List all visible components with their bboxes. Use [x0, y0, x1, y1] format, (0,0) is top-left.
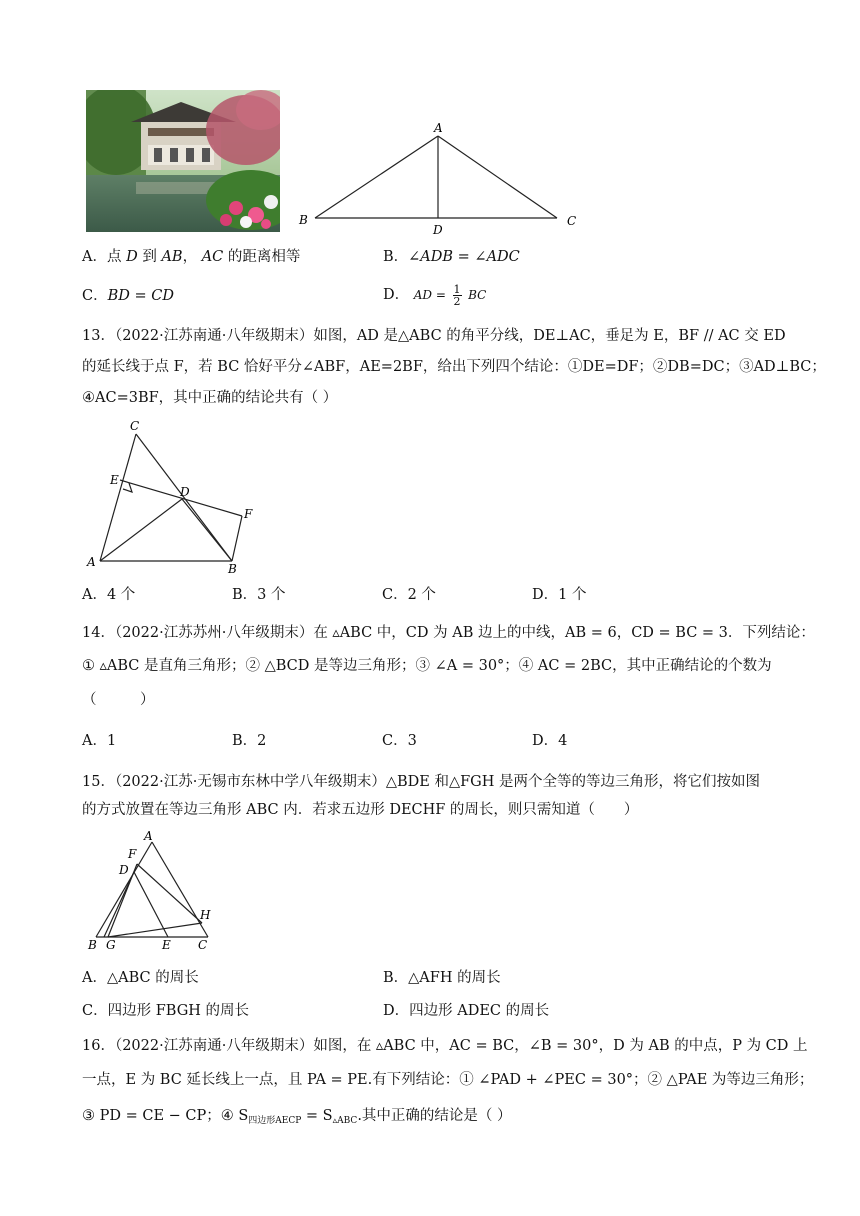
q14-option-a: A．1 [82, 733, 117, 749]
q15-label-C: C [198, 938, 208, 952]
q15-option-a: A．△ABC 的周长 [82, 970, 199, 986]
q13-option-a: A．4 个 [82, 587, 136, 603]
q16-line-2: 一点，E 为 BC 延长线上一点，且 PA = PE.有下列结论：① ∠PAD + ∠PEC = 30°；② △PAE 为等边三角形； [82, 1072, 814, 1088]
q12-option-c: C．BD = CD [82, 288, 174, 304]
q12-label-D: D [433, 223, 443, 237]
q12-label-A: A [434, 121, 443, 135]
q15-label-B: B [88, 938, 97, 952]
q13-label-D: D [180, 485, 190, 499]
q14-option-b: B．2 [232, 733, 267, 749]
q15-label-F: F [128, 847, 137, 861]
q13-label-F: F [244, 507, 253, 521]
q12-triangle-figure [295, 120, 595, 240]
q13-option-c: C．2 个 [382, 587, 436, 603]
q13-line-2: 的延长线于点 F，若 BC 恰好平分∠ABF，AE=2BF，给出下列四个结论：①DE=DF；②DB=DC；③AD⊥BC； [82, 359, 826, 375]
q14-line-3: （ ） [82, 692, 155, 708]
q13-figure [84, 418, 274, 578]
q13-label-E: E [110, 473, 119, 487]
q16-line-1: 16．（2022·江苏南通·八年级期末）如图，在 ▵ABC 中，AC = BC，∠B = 30°，D 为 AB 的中点，P 为 CD 上 [82, 1038, 808, 1054]
q15-line-2: 的方式放置在等边三角形 ABC 内．若求五边形 DECHF 的周长，则只需知道（ ） [82, 802, 639, 818]
q13-line-1: 13．（2022·江苏南通·八年级期末）如图，AD 是△ABC 的角平分线，DE⊥AC，垂足为 E，BF // AC 交 ED [82, 328, 786, 344]
q15-label-E: E [162, 938, 171, 952]
q13-line-3: ④AC=3BF，其中正确的结论共有（ ） [82, 390, 338, 406]
q15-line-1: 15．（2022·江苏·无锡市东林中学八年级期末）△BDE 和△FGH 是两个全等的等边三角形，将它们按如图 [82, 774, 760, 790]
q15-label-D: D [119, 863, 129, 877]
q12-label-C: C [567, 214, 577, 228]
q12-label-B: B [299, 213, 308, 227]
one-half-fraction: $\frac{1}{2}$ [453, 282, 461, 308]
pavilion-photo [86, 90, 280, 232]
q15-label-H: H [200, 908, 211, 922]
q15-label-A: A [144, 829, 153, 843]
q15-option-d: D．四边形 ADEC 的周长 [383, 1003, 550, 1019]
q14-line-2: ① ▵ABC 是直角三角形；② △BCD 是等边三角形；③ ∠A = 30°；④ AC = 2BC，其中正确结论的个数为 [82, 658, 772, 674]
q12-option-b: B．∠ADB = ∠ADC [383, 249, 520, 265]
q13-label-C: C [130, 419, 140, 433]
q14-line-1: 14．（2022·江苏苏州·八年级期末）在 ▵ABC 中，CD 为 AB 边上的中线，AB = 6，CD = BC = 3．下列结论： [82, 625, 815, 641]
q13-option-b: B．3 个 [232, 587, 286, 603]
q13-label-A: A [87, 555, 96, 569]
q14-option-d: D．4 [532, 733, 568, 749]
q12-option-d: D． AD = $\frac{1}{2}$ BC [383, 282, 487, 308]
q15-label-G: G [106, 938, 116, 952]
q13-option-d: D．1 个 [532, 587, 587, 603]
q15-option-b: B．△AFH 的周长 [383, 970, 501, 986]
q12-option-a: A．点 D 到 AB， AC 的距离相等 [82, 249, 301, 265]
q13-label-B: B [228, 562, 237, 576]
q16-line-3: ③ PD = CE − CP；④ $S_{四边形AECP} = S_{▵ABC}$.其中正确的结论是（ ） [82, 1108, 512, 1126]
q14-option-c: C．3 [382, 733, 417, 749]
q15-option-c: C．四边形 FBGH 的周长 [82, 1003, 250, 1019]
q15-figure [86, 828, 226, 956]
